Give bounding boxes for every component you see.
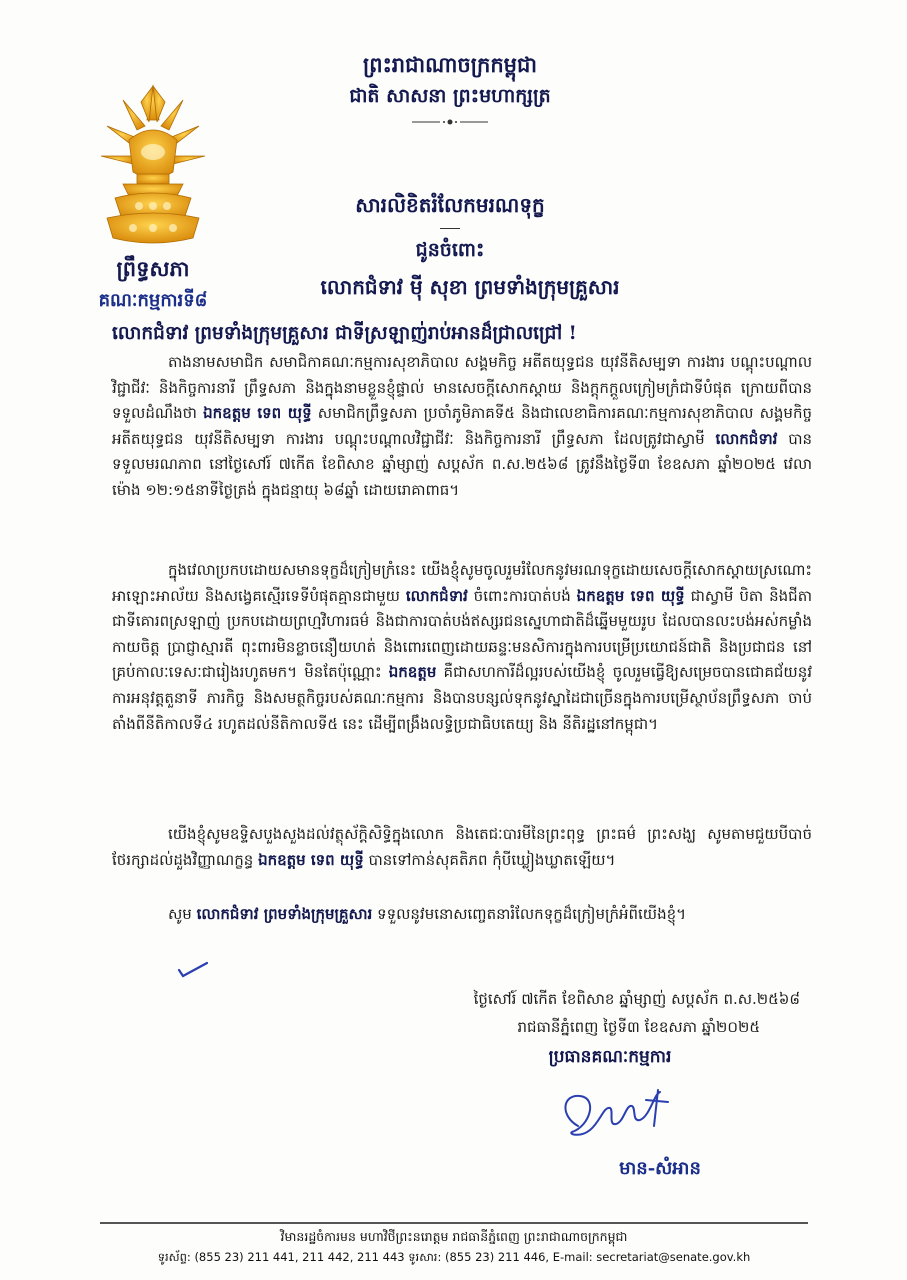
recipient-highlight: លោកជំទាវ ព្រមទាំងក្រុមគ្រួសារ — [196, 905, 373, 923]
recipient-name: លោកជំទាវ ម៉ី សុខា ព្រមទាំងក្រុមគ្រួសារ — [320, 275, 620, 299]
to-label: ជូនចំពោះ — [415, 239, 485, 261]
national-motto: ជាតិ សាសនា ព្រះមហាក្សត្រ — [349, 85, 551, 107]
senate-name: ព្រឹទ្ធសភា — [116, 256, 190, 281]
senate-emblem-icon — [93, 80, 213, 252]
name-highlight: ឯកឧត្តម ទេព យុទ្ធី — [576, 586, 685, 605]
name-highlight: ឯកឧត្តម ទេព យុទ្ធី — [203, 404, 312, 423]
name-highlight: ឯកឧត្តម ទេព យុទ្ធី — [258, 850, 364, 869]
paragraph-4: សូម លោកជំទាវ ព្រមទាំងក្រុមគ្រួសារ ទទួលនូវមនោសញ្ចេតនារំលែកទុក្ខដ៏ក្រៀមក្រំអំពីយើងខ្ញុំ។ — [168, 905, 687, 923]
solar-date: រាជធានីភ្នំពេញ ថ្ងៃទី៣ ខែឧសភា ឆ្នាំ២០២៥ — [517, 1018, 760, 1036]
title-highlight: លោកជំទាវ — [715, 429, 778, 448]
kingdom-heading: ព្រះរាជាណាចក្រកម្ពុជា — [362, 52, 537, 77]
paragraph-2: ក្នុងវេលាប្រកបដោយសមានទុក្ខដ៏ក្រៀមក្រំនេះ យើងខ្ញុំសូមចូលរួមរំលែកនូវមរណទុក្ខដោយសេចក្តីសោកស្តាយស្រណោះអាឡោះអាល័យ និងសង្វេគស្មើរទេទីបំផុតគ្មានជាមួយ លោកជំទាវ ចំពោះការបាត់បង់ ឯកឧត្តម ទេព យុទ្ធី ជាស្វាមី បិតា និងជីតា ជាទីគោរពស្រឡាញ់ ប្រកបដោយព្រហ្មវិហារធម៌ និងជាការបាត់បង់ឥស្សរជនស្នេហាជាតិដ៏ឆ្នើមមួយរូប ដែលបានលះបង់អស់កម្លាំងកាយចិត្ត ប្រាជ្ញាស្មារតី ពុះពារមិនខ្លាចនឿយហត់ និងពោរពេញដោយឆន្ទៈមនសិការក្នុងការបម្រើប្រយោជន៍ជាតិ និងប្រជាជន នៅគ្រប់កាលៈទេសៈជារៀងរហូតមក។ មិនតែប៉ុណ្ណោះ ឯកឧត្តម គឺជាសហការីដ៏ល្អរបស់យើងខ្ញុំ ចូលរួមធ្វើឱ្យសម្រេចបានជោគជ័យនូវការអនុវត្តតួនាទី ភារកិច្ច និងសមត្ថកិច្ចរបស់គណៈកម្មការ និងបានបន្សល់ទុកនូវស្នាដៃជាច្រើនក្នុងការបម្រើស្ថាប័នព្រឹទ្ធសភា ចាប់តាំងពីនីតិកាលទី៤ រហូតដល់នីតិកាលទី៥ នេះ ដើម្បីពង្រឹងលទ្ធិប្រជាធិបតេយ្យ និង នីតិរដ្ឋនៅកម្ពុជា។ — [112, 561, 812, 733]
title-highlight: លោកជំទាវ — [405, 586, 468, 605]
handwritten-signature-icon — [550, 1086, 690, 1154]
letter-title: សារលិខិតរំលែកមរណទុក្ខ — [355, 193, 545, 217]
check-mark-icon — [176, 960, 210, 980]
salutation: លោកជំទាវ ព្រមទាំងក្រុមគ្រួសារ ជាទីស្រឡាញ់រាប់អានដ៏ជ្រាលជ្រៅ ! — [112, 323, 577, 344]
footer-divider — [100, 1222, 808, 1224]
footer-address: វិមានរដ្ឋចំការមន មហាវិថីព្រះនរោត្តម រាជធានីភ្នំពេញ ព្រះរាជាណាចក្រកម្ពុជា — [280, 1229, 628, 1244]
paragraph-3: យើងខ្ញុំសូមឧទ្ទិសបួងសួងដល់វត្ថុស័ក្តិសិទ្ធិក្នុងលោក និងតេជៈបារមីនៃព្រះពុទ្ធ ព្រះធម៌ ព្រះសង្ឃ សូមតាមជួយបីបាច់ថែរក្សាដល់ដួងវិញ្ញាណក្ខន្ធ ឯកឧត្តម ទេព យុទ្ធី បានទៅកាន់សុគតិភព កុំបីឃ្លៀងឃ្លាតឡើយ។ — [112, 825, 812, 869]
title-highlight: ឯកឧត្តម — [388, 663, 437, 682]
lunar-date: ថ្ងៃសៅរ៍ ៧កើត ខែពិសាខ ឆ្នាំម្សាញ់ សប្តស័ក ព.ស.២៥៦៨ — [473, 990, 800, 1008]
footer-contact: ទូរស័ព្ទ: (855 23) 211 441, 211 442, 211 443 ទូរសារ: (855 23) 211 446, E-mail: secretariat@senate.gov.kh — [157, 1250, 751, 1264]
ornament-divider-icon — [410, 116, 490, 128]
signatory-name: មាន-សំអាន — [619, 1158, 701, 1179]
paragraph-1: តាងនាមសមាជិក សមាជិកាគណៈកម្មការសុខាភិបាល សង្គមកិច្ច អតីតយុទ្ធជន យុវនីតិសម្បទា ការងារ បណ្តុះបណ្តាលវិជ្ជាជីវៈ និងកិច្ចការនារី ព្រឹទ្ធសភា និងក្នុងនាមខ្លួនខ្ញុំផ្ទាល់ មានសេចក្តីសោកស្តាយ និងក្តុកក្តួលក្រៀមក្រំជាទីបំផុត ក្រោយពីបានទទួលដំណឹងថា ឯកឧត្តម ទេព យុទ្ធី សមាជិកព្រឹទ្ធសភា ប្រចាំភូមិភាគទី៥ និងជាលេខាធិការគណៈកម្មការសុខាភិបាល សង្គមកិច្ច អតីតយុទ្ធជន យុវនីតិសម្បទា ការងារ បណ្តុះបណ្តាលវិជ្ជាជីវៈ និងកិច្ចការនារី ព្រឹទ្ធសភា ដែលត្រូវជាស្វាមី លោកជំទាវ បានទទួលមរណភាព នៅថ្ងៃសៅរ៍ ៧កើត ខែពិសាខ ឆ្នាំម្សាញ់ សប្តស័ក ព.ស.២៥៦៨ ត្រូវនឹងថ្ងៃទី៣ ខែឧសភា ឆ្នាំ២០២៥ វេលាម៉ោង ១២:១៥នាទីថ្ងៃត្រង់ ក្នុងជន្មាយុ ៦៨ឆ្នាំ ដោយរោគាពាធ។ — [112, 353, 812, 499]
signatory-title: ប្រធានគណៈកម្មការ — [548, 1047, 672, 1067]
title-divider — [440, 228, 460, 229]
committee-name: គណៈកម្មការទី៨ — [98, 290, 208, 311]
